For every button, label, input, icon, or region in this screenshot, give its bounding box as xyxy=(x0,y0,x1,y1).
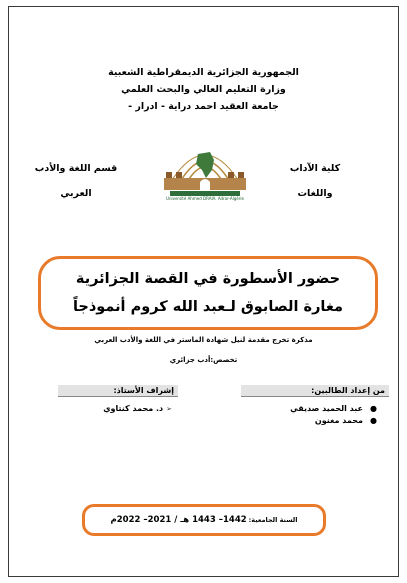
academic-year-frame xyxy=(82,504,326,536)
academic-year-value: 1442– 1443 هـ / 2021– 2022م xyxy=(110,515,247,525)
supervisor-heading: إشراف الأستاذ: xyxy=(58,385,178,397)
students-section xyxy=(241,385,389,427)
department-label xyxy=(26,156,126,206)
thesis-specialty: تخصص:أدب جزائري xyxy=(169,356,238,364)
supervisor-section xyxy=(58,385,178,415)
thesis-title-line-2: مغارة الصابوق لـعبد الله كروم أنموذجاً xyxy=(72,299,344,315)
bullet-icon: ● xyxy=(370,416,377,425)
ministry-name: وزارة التعليم العالي والبحث العلمي xyxy=(121,84,286,95)
student-name: ● محمد مغنون xyxy=(314,416,377,425)
academic-year-label: السنة الجامعية: xyxy=(248,516,298,524)
thesis-title-frame xyxy=(38,256,378,330)
faculty-line-1: كلية الآداب xyxy=(289,163,341,174)
supervisor-name: ➢د. محمد كنتاوي xyxy=(103,404,172,413)
students-list xyxy=(241,403,389,427)
faculty-line-2: واللغات xyxy=(297,188,333,199)
student-name: ● عبد الحميد صديقي xyxy=(290,404,377,413)
republic-name: الجمهورية الجزائرية الديمقراطية الشعبية xyxy=(108,67,299,78)
arrow-bullet-icon: ➢ xyxy=(166,405,172,413)
thesis-subtitle: مذكرة تخرج مقدمة لنيل شهادة الماستر في اللغة والأدب العربي xyxy=(94,336,313,344)
logo-caption: Université Ahmed DRAIA. Adrar-Algérie xyxy=(166,196,244,201)
department-line-1: قسم اللغة والأدب xyxy=(34,163,118,174)
thesis-title-line-1: حضور الأسطورة في القصة الجزائرية xyxy=(75,271,341,287)
students-heading: من إعداد الطالبين: xyxy=(241,385,389,397)
bullet-icon: ● xyxy=(370,404,377,413)
institution-header xyxy=(0,64,407,115)
department-line-2: العربي xyxy=(60,188,92,199)
faculty-label xyxy=(275,156,355,206)
university-name: جامعة العقيد احمد دراية - ادرار - xyxy=(128,101,279,112)
